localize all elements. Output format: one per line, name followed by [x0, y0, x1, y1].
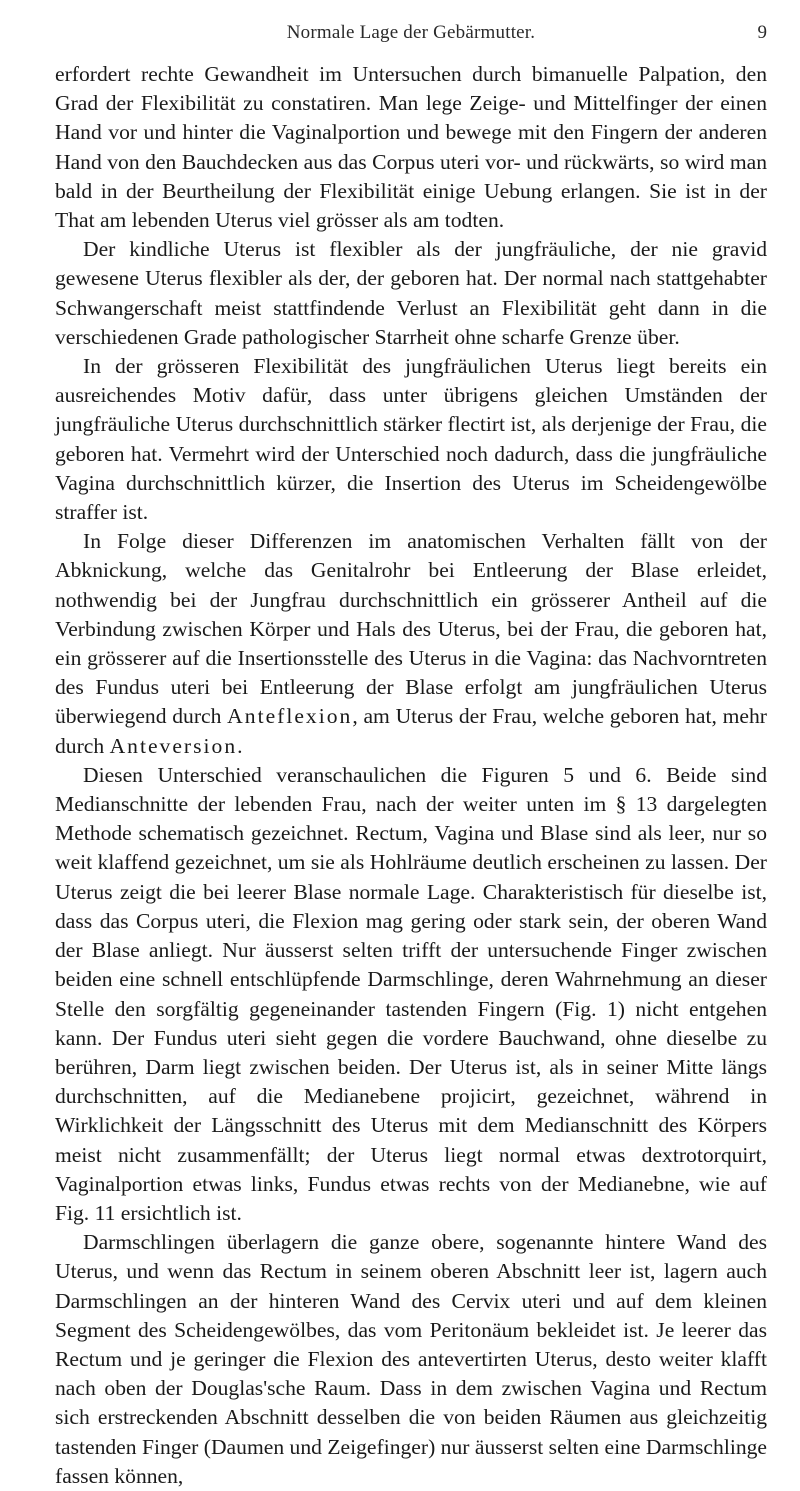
paragraph-text: Diesen Unterschied veranschaulichen die Figuren 5 und 6. Beide sind Medianschnitte der lebenden Frau, nach der weiter unten im § 13 dargelegten Methode schematisch gezeichnet. Rectum, Vagina und Blase sind als leer, nur so weit klaffend gezeichnet, um sie als Hohlräume deutlich erscheinen zu lassen. Der Uterus zeigt die bei leerer Blase normale Lage. Charakteristisch für dieselbe ist, dass das Corpus uteri, die Flexion mag gering oder stark sein, der oberen Wand der Blase anliegt. Nur äusserst selten trifft der untersuchende Finger zwischen beiden eine schnell entschlüpfende Darmschlinge, deren Wahrnehmung an dieser Stelle den sorgfältig gegeneinander tastenden Fingern (Fig. 1) nicht entgehen kann. Der Fundus uteri sieht gegen die vordere Bauchwand, ohne dieselbe zu berühren, Darm liegt zwischen beiden. Der Uterus ist, als in seiner Mitte längs durchschnitten, auf die Medianebene projicirt, gezeichnet, während in Wirklichkeit der Längsschnitt des Uterus mit dem Medianschnitt des Körpers meist nicht zusammenfällt; der Uterus liegt normal etwas dextrotorquirt, Vaginalportion etwas links, Fundus etwas rechts von der Medianebne, wie auf Fig. 11 ersichtlich ist. — [55, 762, 767, 1225]
spaced-emphasis-text: Anteflexion — [227, 704, 353, 729]
paragraph — [55, 60, 767, 235]
paragraph-text: In Folge dieser Differenzen im anatomischen Verhalten fällt von der Abknickung, welche das Genitalrohr bei Entleerung der Blase erleidet, nothwendig bei der Jungfrau durchschnittlich ein grösserer Antheil auf die Verbindung zwischen Körper und Hals des Uterus, bei der Frau, die geboren hat, ein grösserer auf die Insertionsstelle des Uterus in die Vagina: das Nachvorntreten des Fundus uteri bei Entleerung der Blase erfolgt am jungfräulichen Uterus überwiegend durch — [55, 529, 767, 729]
page-number: 9 — [757, 22, 767, 43]
spaced-emphasis-text: Anteversion — [109, 733, 238, 758]
paragraph-text: Darmschlingen überlagern die ganze obere, sogenannte hintere Wand des Uterus, und wenn das Rectum in seinem oberen Abschnitt leer ist, lagern auch Darmschlingen an der hinteren Wand des Cervix uteri und auf dem kleinen Segment des Scheidengewölbes, das vom Peritonäum bekleidet ist. Je leerer das Rectum und je geringer die Flexion des antevertirten Uterus, desto weiter klafft nach oben der Douglas'sche Raum. Dass in dem zwischen Vagina und Rectum sich erstreckenden Abschnitt desselben die von beiden Räumen aus gleichzeitig tastenden Finger (Daumen und Zeigefinger) nur äusserst selten eine Darmschlinge fassen können, — [55, 1230, 767, 1488]
paragraph-text: . — [237, 733, 243, 758]
paragraph — [55, 527, 767, 761]
paragraph-text: , am Uterus der Frau, welche geboren hat, mehr durch — [55, 704, 767, 758]
paragraph — [55, 1228, 767, 1491]
paragraph — [55, 761, 767, 1228]
book-page — [55, 22, 767, 1491]
running-head — [55, 22, 767, 60]
paragraph-text: Der kindliche Uterus ist flexibler als der jungfräuliche, der nie gravid gewesene Uterus flexibler als der, der geboren hat. Der normal nach stattgehabter Schwangerschaft meist stattfindende Verlust an Flexibilität geht dann in die verschiedenen Grade pathologischer Starrheit ohne scharfe Grenze über. — [55, 237, 767, 349]
paragraph — [55, 352, 767, 527]
running-title: Normale Lage der Gebärmutter. — [286, 22, 536, 43]
paragraph-text: In der grösseren Flexibilität des jungfräulichen Uterus liegt bereits ein ausreichendes Motiv dafür, dass unter übrigens gleichen Umständen der jungfräuliche Uterus durchschnittlich stärker flectirt ist, als derjenige der Frau, die geboren hat. Vermehrt wird der Unterschied noch dadurch, dass die jungfräuliche Vagina durchschnittlich kürzer, die Insertion des Uterus im Scheidengewölbe straffer ist. — [55, 354, 767, 525]
body-text — [55, 60, 767, 1491]
paragraph — [55, 235, 767, 352]
paragraph-text: erfordert rechte Gewandheit im Untersuchen durch bimanuelle Palpation, den Grad der Flexibilität zu constatiren. Man lege Zeige- und Mittelfinger der einen Hand vor und hinter die Vaginalportion und bewege mit den Fingern der anderen Hand von den Bauchdecken aus das Corpus uteri vor- und rückwärts, so wird man bald in der Beurtheilung der Flexibilität einige Uebung erlangen. Sie ist in der That am lebenden Uterus viel grösser als am todten. — [55, 62, 767, 233]
